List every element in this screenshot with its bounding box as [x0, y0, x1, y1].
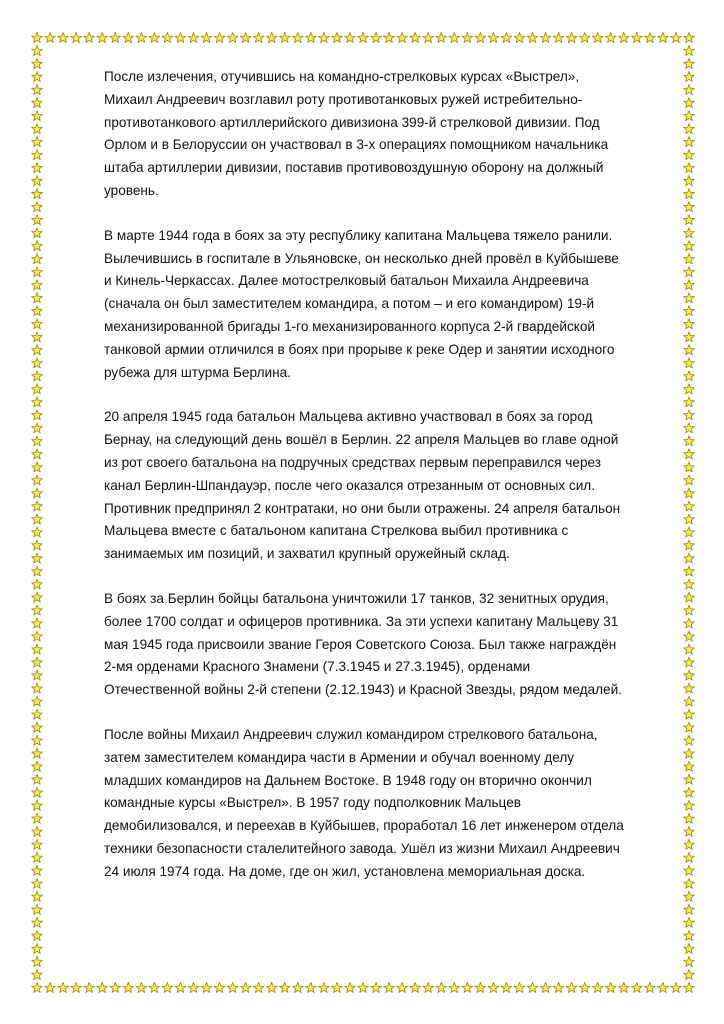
star-icon — [684, 852, 695, 862]
star-icon — [32, 813, 43, 823]
paragraph-4: В боях за Берлин бойцы батальона уничтожили 17 танков, 32 зенитных орудия, более 1700 солдат и офицеров противника. За эти успехи капитану Мальцеву 31 мая 1945 года присвоили звание Героя Советского Союза. Был также награждён 2-мя орденами Красного Знамени (7.3.1945 и 27.3.1945), орденами Отечественной войны 2-й степени (2.12.1943) и Красной Звезды, рядом медалей. — [104, 590, 622, 698]
star-icon — [684, 592, 695, 602]
star-icon — [436, 32, 447, 42]
star-icon — [32, 761, 43, 771]
star-icon — [423, 32, 434, 42]
star-icon — [97, 32, 108, 42]
star-icon — [566, 982, 577, 992]
star-icon — [32, 722, 43, 732]
star-icon — [436, 982, 447, 992]
star-icon — [684, 826, 695, 836]
star-icon — [684, 462, 695, 472]
star-icon — [32, 202, 43, 212]
star-icon — [684, 97, 695, 107]
star-icon — [684, 358, 695, 368]
star-icon — [449, 982, 460, 992]
star-icon — [684, 761, 695, 771]
star-icon — [32, 566, 43, 576]
star-icon — [175, 32, 186, 42]
star-icon — [32, 280, 43, 290]
star-icon — [684, 293, 695, 303]
star-icon — [384, 32, 395, 42]
star-icon — [319, 982, 330, 992]
star-icon — [684, 163, 695, 173]
star-icon — [32, 488, 43, 498]
star-icon — [684, 774, 695, 784]
star-icon — [32, 527, 43, 537]
star-icon — [201, 982, 212, 992]
star-icon — [201, 32, 212, 42]
star-icon — [358, 982, 369, 992]
star-icon — [32, 657, 43, 667]
star-icon — [332, 982, 343, 992]
paragraph-3: 20 апреля 1945 года батальон Мальцева активно участвовал в боях за город Бернау, на следующий день вошёл в Берлин. 22 апреля Мальцев во главе одной из рот своего батальона на подручных средствах первым переправился через канал Берлин-Шпандауэр, после чего оказался отрезанным от основных сил. Противник предпринял 2 контратаки, но они были отражены. 24 апреля батальон Мальцева вместе с батальоном капитана Стрелкова выбил противника с занимаемых им позиций, и захватил крупный оружейный склад. — [104, 409, 621, 562]
star-icon — [579, 32, 590, 42]
star-icon — [32, 32, 43, 42]
star-icon — [45, 982, 56, 992]
star-icon — [684, 475, 695, 485]
star-icon — [684, 683, 695, 693]
star-icon — [32, 267, 43, 277]
star-icon — [684, 644, 695, 654]
paragraph-2: В марте 1944 года в боях за эту республику капитана Мальцева тяжело ранили. Вылечившись в госпитале в Ульяновске, он несколько дней провёл в Куйбышеве и Кинель-Черкассах. Далее мотострелковый батальон Михаила Андреевича (сначала он был заместителем командира, а потом – и его командиром) 19-й механизированной бригады 1-го механизированного корпуса 2-й гвардейской танковой армии отличился в боях при прорыве к реке Одер и занятии исходного рубежа для штурма Берлина. — [104, 227, 619, 380]
star-icon — [32, 631, 43, 641]
star-icon — [32, 449, 43, 459]
star-icon — [684, 982, 695, 992]
star-icon — [684, 527, 695, 537]
star-icon — [684, 267, 695, 277]
star-icon — [110, 982, 121, 992]
star-icon — [32, 189, 43, 199]
star-icon — [279, 982, 290, 992]
star-icon — [84, 32, 95, 42]
star-icon — [462, 32, 473, 42]
star-icon — [32, 110, 43, 120]
star-icon — [306, 982, 317, 992]
star-icon — [32, 371, 43, 381]
star-icon — [266, 32, 277, 42]
star-icon — [345, 982, 356, 992]
star-icon — [684, 800, 695, 810]
star-icon — [671, 32, 682, 42]
star-icon — [253, 982, 264, 992]
star-icon — [553, 32, 564, 42]
star-icon — [684, 722, 695, 732]
star-icon — [684, 215, 695, 225]
star-icon — [32, 71, 43, 81]
star-icon — [684, 813, 695, 823]
star-icon — [371, 982, 382, 992]
star-icon — [279, 32, 290, 42]
star-icon — [684, 137, 695, 147]
star-icon — [214, 32, 225, 42]
star-icon — [658, 32, 669, 42]
star-icon — [71, 982, 82, 992]
star-icon — [32, 852, 43, 862]
star-icon — [175, 982, 186, 992]
star-icon — [32, 358, 43, 368]
star-icon — [684, 969, 695, 979]
star-icon — [645, 32, 656, 42]
star-icon — [32, 163, 43, 173]
star-icon — [32, 137, 43, 147]
document-body — [104, 66, 628, 906]
star-icon — [32, 97, 43, 107]
star-icon — [592, 32, 603, 42]
star-icon — [684, 345, 695, 355]
star-icon — [58, 32, 69, 42]
star-icon — [227, 32, 238, 42]
star-icon — [149, 982, 160, 992]
star-icon — [371, 32, 382, 42]
star-icon — [188, 982, 199, 992]
star-icon — [684, 956, 695, 966]
star-icon — [684, 71, 695, 81]
star-icon — [684, 124, 695, 134]
star-icon — [240, 32, 251, 42]
star-icon — [266, 982, 277, 992]
star-icon — [684, 553, 695, 563]
star-icon — [32, 800, 43, 810]
star-icon — [32, 748, 43, 758]
star-icon — [684, 709, 695, 719]
star-icon — [684, 540, 695, 550]
star-icon — [684, 32, 695, 42]
star-icon — [32, 540, 43, 550]
star-icon — [684, 878, 695, 888]
star-icon — [684, 84, 695, 94]
star-icon — [240, 982, 251, 992]
star-icon — [684, 110, 695, 120]
star-icon — [566, 32, 577, 42]
star-icon — [684, 839, 695, 849]
star-icon — [319, 32, 330, 42]
star-icon — [684, 865, 695, 875]
star-icon — [462, 982, 473, 992]
star-icon — [358, 32, 369, 42]
star-icon — [32, 514, 43, 524]
star-icon — [540, 982, 551, 992]
star-icon — [684, 371, 695, 381]
star-icon — [684, 579, 695, 589]
star-icon — [97, 982, 108, 992]
paragraph-1: После излечения, отучившись на командно-стрелковых курсах «Выстрел», Михаил Андреевич возглавил роту противотанковых ружей истребительно-противотанкового артиллерийского дивизиона 399-й стрелковой дивизии. Под Орлом и в Белоруссии он участвовал в 3-х операциях помощником начальника штаба артиллерии дивизии, поставив противовоздушную оборону на должный уровень. — [104, 69, 609, 198]
star-icon — [397, 32, 408, 42]
star-icon — [540, 32, 551, 42]
star-icon — [684, 605, 695, 615]
star-icon — [684, 514, 695, 524]
star-icon — [345, 32, 356, 42]
star-icon — [32, 605, 43, 615]
star-icon — [684, 384, 695, 394]
star-icon — [684, 410, 695, 420]
star-icon — [684, 332, 695, 342]
star-icon — [632, 32, 643, 42]
star-icon — [553, 982, 564, 992]
star-icon — [32, 397, 43, 407]
star-icon — [292, 982, 303, 992]
star-icon — [488, 982, 499, 992]
star-icon — [32, 176, 43, 186]
star-icon — [645, 982, 656, 992]
star-icon — [32, 709, 43, 719]
star-icon — [684, 904, 695, 914]
star-icon — [684, 449, 695, 459]
star-icon — [32, 410, 43, 420]
star-icon — [71, 32, 82, 42]
star-icon — [527, 982, 538, 992]
star-icon — [32, 84, 43, 94]
star-icon — [188, 32, 199, 42]
star-icon — [32, 865, 43, 875]
star-icon — [684, 917, 695, 927]
star-icon — [32, 254, 43, 264]
star-icon — [684, 787, 695, 797]
star-icon — [84, 982, 95, 992]
star-icon — [632, 982, 643, 992]
star-icon — [32, 644, 43, 654]
star-icon — [684, 670, 695, 680]
star-icon — [32, 774, 43, 784]
star-icon — [32, 943, 43, 953]
star-icon — [32, 436, 43, 446]
star-icon — [684, 319, 695, 329]
star-icon — [32, 319, 43, 329]
star-icon — [684, 618, 695, 628]
star-icon — [32, 150, 43, 160]
star-icon — [410, 32, 421, 42]
star-icon — [32, 215, 43, 225]
star-icon — [501, 982, 512, 992]
star-icon — [684, 696, 695, 706]
star-icon — [32, 501, 43, 511]
star-icon — [397, 982, 408, 992]
star-icon — [384, 982, 395, 992]
star-icon — [32, 826, 43, 836]
star-icon — [32, 579, 43, 589]
star-icon — [684, 306, 695, 316]
star-icon — [671, 982, 682, 992]
star-icon — [110, 32, 121, 42]
star-icon — [423, 982, 434, 992]
star-icon — [684, 930, 695, 940]
star-icon — [32, 553, 43, 563]
star-icon — [684, 189, 695, 199]
star-icon — [475, 982, 486, 992]
star-icon — [501, 32, 512, 42]
star-icon — [514, 982, 525, 992]
star-icon — [32, 592, 43, 602]
star-icon — [162, 982, 173, 992]
star-icon — [32, 241, 43, 251]
star-icon — [684, 397, 695, 407]
star-icon — [32, 58, 43, 68]
star-icon — [684, 501, 695, 511]
star-icon — [32, 878, 43, 888]
star-icon — [684, 943, 695, 953]
star-icon — [32, 839, 43, 849]
star-icon — [684, 58, 695, 68]
star-icon — [32, 306, 43, 316]
star-icon — [32, 917, 43, 927]
star-icon — [32, 345, 43, 355]
star-icon — [684, 228, 695, 238]
star-icon — [579, 982, 590, 992]
star-icon — [32, 670, 43, 680]
star-icon — [684, 241, 695, 251]
star-icon — [123, 32, 134, 42]
star-icon — [32, 930, 43, 940]
star-icon — [684, 488, 695, 498]
star-icon — [32, 293, 43, 303]
star-icon — [123, 982, 134, 992]
star-icon — [162, 32, 173, 42]
star-icon — [32, 891, 43, 901]
star-icon — [684, 735, 695, 745]
star-icon — [32, 982, 43, 992]
star-icon — [592, 982, 603, 992]
star-icon — [488, 32, 499, 42]
star-icon — [684, 254, 695, 264]
star-icon — [136, 982, 147, 992]
star-icon — [32, 735, 43, 745]
star-icon — [410, 982, 421, 992]
star-icon — [32, 384, 43, 394]
star-icon — [136, 32, 147, 42]
star-icon — [618, 32, 629, 42]
star-icon — [214, 982, 225, 992]
star-icon — [306, 32, 317, 42]
star-icon — [684, 657, 695, 667]
star-icon — [253, 32, 264, 42]
star-icon — [527, 32, 538, 42]
star-icon — [149, 32, 160, 42]
star-icon — [684, 566, 695, 576]
star-icon — [684, 202, 695, 212]
star-icon — [605, 32, 616, 42]
star-icon — [32, 45, 43, 55]
star-icon — [32, 683, 43, 693]
star-icon — [32, 618, 43, 628]
star-icon — [32, 904, 43, 914]
star-icon — [32, 332, 43, 342]
star-icon — [32, 462, 43, 472]
star-icon — [684, 436, 695, 446]
star-icon — [684, 176, 695, 186]
star-icon — [618, 982, 629, 992]
star-icon — [32, 124, 43, 134]
star-icon — [45, 32, 56, 42]
star-icon — [32, 787, 43, 797]
star-icon — [684, 280, 695, 290]
star-icon — [684, 423, 695, 433]
star-icon — [32, 696, 43, 706]
star-icon — [475, 32, 486, 42]
star-icon — [514, 32, 525, 42]
star-icon — [292, 32, 303, 42]
star-icon — [227, 982, 238, 992]
star-icon — [684, 631, 695, 641]
star-icon — [684, 891, 695, 901]
star-icon — [32, 423, 43, 433]
star-icon — [32, 969, 43, 979]
star-icon — [449, 32, 460, 42]
star-icon — [684, 748, 695, 758]
star-icon — [32, 475, 43, 485]
star-icon — [605, 982, 616, 992]
star-icon — [32, 956, 43, 966]
star-icon — [58, 982, 69, 992]
star-icon — [684, 150, 695, 160]
star-icon — [32, 228, 43, 238]
star-icon — [658, 982, 669, 992]
paragraph-5: После войны Михаил Андреевич служил командиром стрелкового батальона, затем заместителем командира части в Армении и обучал военному делу младших командиров на Дальнем Востоке. В 1948 году он вторично окончил командные курсы «Выстрел». В 1957 году подполковник Мальцев демобилизовался, и переехав в Куйбышев, проработал 16 лет инженером отдела техники безопасности сталелитейного завода. Ушёл из жизни Михаил Андреевич 24 июля 1974 года. На доме, где он жил, установлена мемориальная доска. — [104, 726, 624, 879]
star-icon — [684, 45, 695, 55]
star-icon — [332, 32, 343, 42]
